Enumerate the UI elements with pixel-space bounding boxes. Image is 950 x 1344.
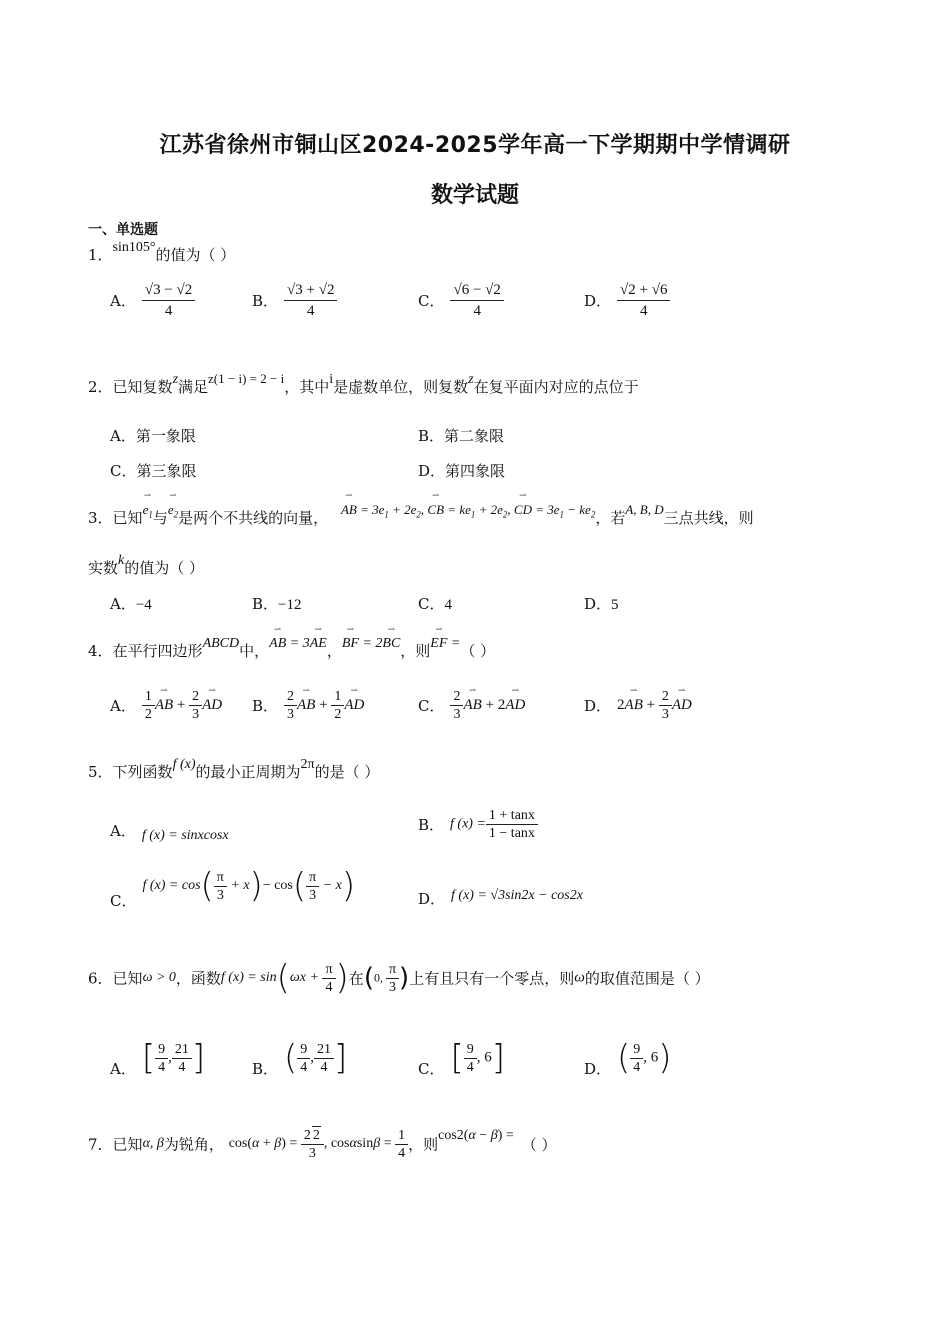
q3-option-a[interactable] (110, 593, 152, 614)
q4-text-3: ， (326, 642, 342, 660)
q3-vector-e1: ⇀ $e_1$ (143, 502, 153, 520)
q6-d-label: D． (584, 1059, 612, 1078)
q3-vector-e2: ⇀ $e_2$ (168, 502, 178, 520)
q6-text-3: 在 (348, 969, 364, 988)
q3-a-label: A． (110, 595, 136, 613)
q5-option-c[interactable]: C．f (x) = cos( $\frac{\pi}{3}$ + x)− cos( $\frac{\pi}{3}$ − x) (110, 866, 356, 910)
q7-text-1: 已知 (112, 1135, 143, 1154)
q2-var-z2: z (468, 372, 474, 387)
q5-d-text: f (x) = √3sin2x − cos2x (451, 887, 583, 903)
q2-a-text: 第一象限 (135, 427, 196, 445)
q2-c-text: 第三象限 (136, 462, 197, 480)
q3-number: 3． (88, 509, 113, 527)
q5-b-lhs: f (x) = (450, 816, 486, 832)
q1-number: 1． (88, 246, 113, 264)
q2-b-label: B． (418, 427, 445, 445)
q2-text-5: 在复平面内对应的点位于 (473, 378, 639, 396)
q2-b-text: 第二象限 (444, 427, 505, 445)
q5-a-label: A． (110, 822, 136, 840)
q3-var-k: k (118, 553, 125, 568)
q1-b-label: B． (252, 292, 279, 310)
section-heading: 一、单选题 (88, 222, 158, 238)
q5-text-1: 下列函数 (112, 763, 173, 781)
q1-a-label: A． (110, 292, 136, 310)
q6-c-label: C． (418, 1059, 445, 1078)
q5-b-frac: $\frac{1 + \tan x}{1 - \tan x}$ (486, 807, 538, 842)
q3-text-3: 是两个不共线的向量， (178, 509, 329, 527)
q3-text-5: 三点共线，则 (663, 509, 754, 527)
q4-target: ⇀ EF = (430, 636, 460, 651)
q6-a-label: A． (110, 1059, 136, 1078)
q6-option-a[interactable]: A． [ $\frac{9}{4}$ , $\frac{21}{4}$ ] (110, 1038, 206, 1078)
q2-var-i: i (329, 372, 334, 387)
q6-var-omega: ω (574, 969, 585, 986)
q5-function: f (x) (172, 757, 196, 772)
q1-text: 的值为（ ） (155, 246, 236, 264)
q3-c-text: 4 (444, 597, 452, 613)
question-2 (88, 371, 639, 397)
question-1 (88, 240, 236, 265)
q4-option-d[interactable]: D． 2⇀ AB + $\frac{2}{3}$ ⇀ AD (584, 688, 692, 723)
q7-target: cos2(α − β) = (438, 1128, 514, 1143)
q4-option-c[interactable]: C． $\frac{2}{3}$ ⇀ AB + 2⇀ AD (418, 688, 525, 723)
q4-text-4: ，则 (400, 642, 431, 660)
question-6: 6．已知ω > 0，函数f (x) = sin(ωx + $\frac{\pi}{4}$ )在(0, $\frac{\pi}{3}$ )上有且只有一个零点，则ω的取值范围是（ ） (88, 958, 710, 998)
q2-c-label: C． (110, 462, 137, 480)
q2-a-label: A． (110, 427, 136, 445)
q5-c-label: C． (110, 891, 137, 910)
q3-b-label: B． (252, 595, 279, 613)
q6-b-label: B． (252, 1059, 279, 1078)
q3-text-4: ，若 (595, 509, 626, 527)
q2-number: 2． (88, 378, 113, 396)
q3-option-b[interactable] (252, 593, 302, 614)
q5-option-d[interactable] (418, 888, 583, 909)
q6-number: 6． (88, 969, 113, 988)
exam-subtitle: 数学试题 (430, 183, 519, 208)
q2-equation: z(1 − i) = 2 − i (208, 371, 285, 386)
q4-b-label: B． (252, 697, 279, 715)
q3-text-2: 与 (152, 509, 168, 527)
q5-text-3: 的是（ ） (314, 763, 380, 781)
q4-number: 4． (88, 642, 113, 660)
question-3 (88, 502, 754, 529)
q1-option-b[interactable] (252, 280, 337, 321)
q2-text-3: ，其中 (284, 378, 330, 396)
q2-option-a[interactable] (110, 425, 196, 446)
q2-option-c[interactable] (110, 460, 197, 481)
q3-text-1: 已知 (112, 509, 143, 527)
q7-text-4: （ ） (521, 1135, 557, 1154)
q1-option-d[interactable] (584, 280, 670, 321)
question-4 (88, 636, 496, 661)
q1-a-frac: $\frac{√3 - √2}{4}$ (142, 280, 195, 321)
q5-b-label: B． (418, 816, 445, 834)
q5-text-2: 的最小正周期为 (195, 763, 301, 781)
q6-text-2: ，函数 (175, 969, 221, 988)
q3-b-text: −12 (278, 597, 302, 613)
q5-a-text: f (x) = sinxcosx (141, 827, 229, 843)
q6-option-d[interactable]: D． ( $\frac{9}{4}$ , 6) (584, 1038, 672, 1078)
q2-d-text: 第四象限 (445, 462, 506, 480)
q1-c-frac: $\frac{√6 - √2}{4}$ (450, 280, 503, 321)
question-7: 7．已知α, β为锐角， cos(α + β) = $\frac{2 2}{3}$ , cosαsinβ = $\frac{1}{4}$ ，则cos2(α − β) = （ ） (88, 1127, 557, 1161)
q1-option-a[interactable] (110, 280, 195, 321)
q3-option-d[interactable] (584, 593, 619, 614)
q6-option-c[interactable]: C． [ $\frac{9}{4}$ , 6] (418, 1038, 506, 1078)
q3-d-text: 5 (611, 597, 619, 613)
q3-text-7: 的值为（ ） (124, 559, 205, 577)
q5-option-b[interactable] (418, 807, 538, 842)
q7-condition: cos(α + β) = (228, 1136, 301, 1151)
q4-option-b[interactable]: B． $\frac{2}{3}$ ⇀ AB + $\frac{1}{2}$ ⇀ AD (252, 688, 364, 723)
q5-d-label: D． (418, 890, 446, 908)
q4-a-label: A． (110, 697, 136, 715)
q6-condition: ω > 0 (142, 970, 176, 985)
q2-option-b[interactable] (418, 425, 504, 446)
q5-period: 2π (300, 757, 315, 772)
q4-cond-1: ⇀ AB = 3⇀ AE (269, 636, 327, 651)
q7-text-2: 为锐角， (163, 1135, 224, 1154)
q3-vector-equations: ⇀ AB = $3e_1 + 2e_2$, ⇀ CB = $ke_1 + 2e_2$, ⇀ CD = $3e_1 - ke_2$ (341, 502, 595, 517)
q6-text-4: 上有且只有一个零点，则 (409, 969, 575, 988)
q6-text-5: 的取值范围是（ ） (584, 969, 710, 988)
q5-option-a[interactable] (110, 820, 229, 841)
exam-title: 江苏省徐州市铜山区2024-2025学年高一下学期期中学情调研 (159, 133, 791, 158)
q4-shape: ABCD (202, 636, 240, 651)
q1-expr: sin105° (112, 240, 156, 255)
q4-cond-2: ⇀ BF = 2⇀ BC (342, 636, 400, 651)
q7-text-3: ，则 (408, 1135, 439, 1154)
q2-option-d[interactable] (418, 460, 505, 481)
q1-c-label: C． (418, 292, 445, 310)
q2-text-4: 是虚数单位，则复数 (333, 378, 469, 396)
q2-text-2: 满足 (178, 378, 209, 396)
q6-function: f (x) = sin (220, 970, 277, 985)
q6-option-b[interactable]: B． ( $\frac{9}{4}$ , $\frac{21}{4}$ ] (252, 1038, 348, 1078)
q3-text-6: 实数 (88, 559, 119, 577)
q2-text-1: 已知复数 (112, 378, 173, 396)
q3-d-label: D． (584, 595, 612, 613)
q3-points: A, B, D (625, 502, 664, 517)
q1-b-frac: $\frac{√3 + √2}{4}$ (284, 280, 337, 321)
q4-text-1: 在平行四边形 (112, 642, 203, 660)
q1-d-frac: $\frac{√2 + √6}{4}$ (617, 280, 670, 321)
q4-option-a[interactable]: A． $\frac{1}{2}$ ⇀ AB + $\frac{2}{3}$ ⇀ AD (110, 688, 222, 723)
q5-number: 5． (88, 763, 113, 781)
q2-d-label: D． (418, 462, 446, 480)
question-5 (88, 757, 380, 782)
q3-option-c[interactable] (418, 593, 452, 614)
q7-angles: α, β (142, 1136, 164, 1151)
q1-d-label: D． (584, 292, 612, 310)
q3-c-label: C． (418, 595, 445, 613)
q4-text-2: 中， (239, 642, 270, 660)
q7-number: 7． (88, 1135, 113, 1154)
question-3-cont (88, 553, 205, 578)
q4-c-label: C． (418, 697, 445, 715)
q4-text-5: （ ） (460, 642, 496, 660)
q1-option-c[interactable] (418, 280, 504, 321)
q2-var-z: z (172, 372, 179, 387)
q6-text-1: 已知 (112, 969, 143, 988)
q4-d-label: D． (584, 697, 612, 715)
q3-a-text: −4 (135, 597, 152, 613)
